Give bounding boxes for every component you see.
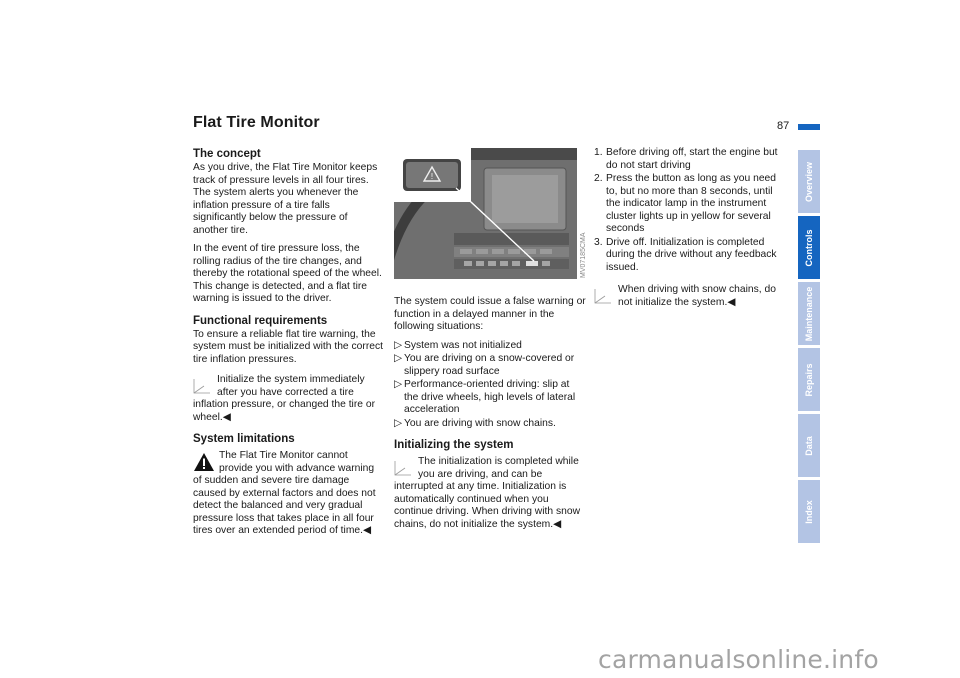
note-initializing-text: The initialization is completed while you are driving, and can be interrupted at any time. Initialization is automatically continued when you continue driving. When driving with snow chains, do not initialize the system. xyxy=(394,456,581,530)
page-number-bar xyxy=(798,124,820,130)
tab-data[interactable]: Data xyxy=(798,414,820,477)
column-2 xyxy=(394,296,586,537)
heading-concept: The concept xyxy=(193,148,261,160)
list-item: ▷ You are driving on a snow-covered or slippery road surface xyxy=(394,353,575,377)
page-title: Flat Tire Monitor xyxy=(193,114,320,131)
bullet-arrow-icon: ▷ xyxy=(394,417,402,429)
functional-paragraph: To ensure a reliable flat tire warning, the system must be initialized with the correct tire inflation pressures. xyxy=(193,328,383,365)
note-arrow-icon xyxy=(592,285,614,307)
tab-maintenance[interactable]: Maintenance xyxy=(798,282,820,345)
heading-functional-requirements: Functional requirements xyxy=(193,314,328,327)
list-item: ▷ Performance-oriented driving: slip at the drive wheels, high levels of lateral acceleration xyxy=(394,379,576,415)
heading-system-limitations: System limitations xyxy=(193,433,295,445)
bullet-arrow-icon: ▷ xyxy=(394,379,402,390)
photo-code: MV07185CMA xyxy=(580,232,587,278)
note-snow-chains xyxy=(594,284,786,309)
note-limitations-text: The Flat Tire Monitor cannot provide you with advance warning of sudden and severe tire damage caused by external factors and does not detect the balanced and very gradual pressure loss that takes place in all four tires over an extended period of time. xyxy=(193,450,376,536)
tab-index[interactable]: Index xyxy=(798,480,820,543)
note-initializing xyxy=(394,456,586,531)
list-item: 1. Before driving off, start the engine but do not start driving xyxy=(594,147,778,171)
concept-paragraph-2: In the event of tire pressure loss, the rolling radius of the tire changes, and thereby the rotational speed of the wheel. This change is detected, and a flat tire warning is issued to the driver. xyxy=(193,243,382,304)
svg-text:!: ! xyxy=(430,172,434,181)
note-limitations xyxy=(193,450,383,538)
end-mark: ◀ xyxy=(363,525,371,536)
section-tabs xyxy=(798,150,820,546)
list-item: ▷ System was not initialized xyxy=(394,339,522,351)
end-mark: ◀ xyxy=(222,411,231,423)
end-mark: ◀ xyxy=(727,296,736,308)
heading-initializing: Initializing the system xyxy=(394,439,514,451)
note-arrow-icon xyxy=(392,457,414,479)
dashboard-photo xyxy=(394,148,577,279)
end-mark: ◀ xyxy=(553,518,562,530)
bullet-arrow-icon: ▷ xyxy=(394,339,402,351)
tab-repairs[interactable]: Repairs xyxy=(798,348,820,411)
note-arrow-icon xyxy=(191,375,213,397)
situation-list xyxy=(394,340,586,431)
list-item: ▷ You are driving with snow chains. xyxy=(394,417,556,429)
note-snow-chains-text: When driving with snow chains, do not initialize the system. xyxy=(618,284,776,308)
column-3 xyxy=(594,147,786,315)
bullet-arrow-icon: ▷ xyxy=(394,353,402,364)
page-number: 87 xyxy=(777,120,790,132)
tab-controls[interactable]: Controls xyxy=(798,216,820,279)
warning-icon xyxy=(193,451,215,473)
column-1 xyxy=(193,147,383,544)
false-warning-intro: The system could issue a false warning or function in a delayed manner in the following situations: xyxy=(394,296,586,332)
steps-list xyxy=(594,147,786,274)
note-initialize xyxy=(193,374,383,424)
note-initialize-text: Initialize the system immediately after you have corrected a tire inflation pressure, or changed the tire or wheel. xyxy=(193,374,376,423)
watermark: carmanualsonline.info xyxy=(598,645,879,674)
concept-paragraph-1: As you drive, the Flat Tire Monitor keeps track of pressure levels in all four tires. The system alerts you whenever the inflation pressure of a tire falls significantly below the pressure of another tire. xyxy=(193,162,378,236)
list-item: 2. Press the button as long as you need to, but no more than 8 seconds, until the indicator lamp in the instrument cluster lights up in yellow for several seconds xyxy=(594,173,777,234)
tab-overview[interactable]: Overview xyxy=(798,150,820,213)
list-item: 3. Drive off. Initialization is completed during the drive without any feedback issued. xyxy=(594,236,777,273)
